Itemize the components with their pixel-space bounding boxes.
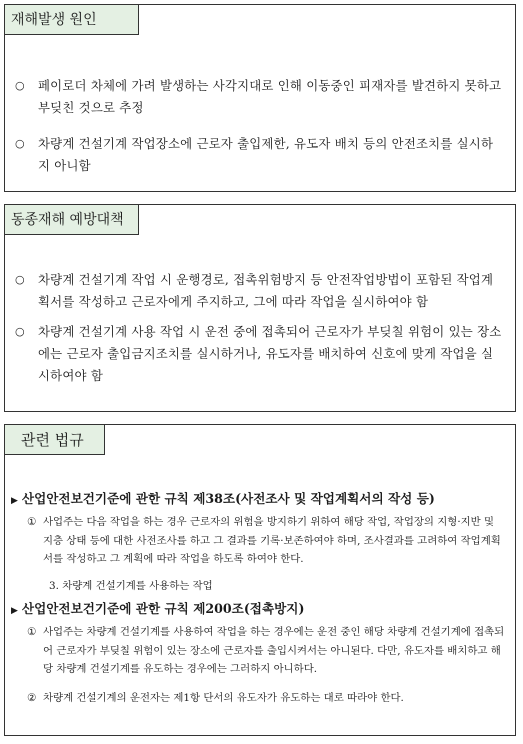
clause-number: ① [27, 626, 37, 638]
cause-section [4, 4, 516, 192]
clause-number: ① [27, 516, 37, 528]
law-38-clause-1-text: 사업주는 다음 작업을 하는 경우 근로자의 위험을 방지하기 위하여 해당 작업, 작업장의 지형·지반 및 지층 상태 등에 대한 사전조사를 하고 그 결과를 기록·보존하여야 하며, 조사결과를 고려하여 작업계획서를 작성하고 그 계획에 따라 작업을 하도록 하여야 한다. [43, 516, 501, 565]
prevention-item-2 [15, 321, 505, 387]
prevention-item-2-text: 차량계 건설기계 사용 작업 시 운전 중에 접촉되어 근로자가 부딪칠 위험이 있는 장소에는 근로자 출입금지조치를 실시하거나, 유도자를 배치하여 신호에 맞게 작업을 실시하여야 함 [38, 324, 502, 383]
cause-item-2 [15, 133, 505, 177]
law-38-heading-text: 산업안전보건기준에 관한 규칙 제38조(사전조사 및 작업계획서의 작성 등) [21, 491, 435, 506]
law-200-clause-2-text: 차량계 건설기계의 운전자는 제1항 단서의 유도자가 유도하는 대로 따라야 한다. [43, 692, 404, 704]
cause-item-1-text: 페이로더 차체에 가려 발생하는 사각지대로 인해 이동중인 피재자를 발견하지 못하고 부딪친 것으로 추정 [38, 78, 502, 115]
law-38-heading [11, 489, 509, 511]
circle-bullet-icon: ○ [15, 273, 25, 286]
law-200-heading [11, 599, 509, 621]
circle-bullet-icon: ○ [15, 137, 25, 150]
cause-section-title: 재해발생 원인 [5, 5, 139, 35]
triangle-bullet-icon: ▶ [11, 606, 18, 616]
law-38-sub-item-3: 3. 차량계 건설기계를 사용하는 작업 [49, 580, 213, 592]
laws-section [4, 424, 516, 736]
cause-item-1 [15, 75, 505, 119]
clause-number: ② [27, 692, 37, 704]
circle-bullet-icon: ○ [15, 79, 25, 92]
cause-item-2-text: 차량계 건설기계 작업장소에 근로자 출입제한, 유도자 배치 등의 안전조치를 실시하지 아니함 [38, 136, 494, 173]
prevention-section [4, 204, 516, 412]
circle-bullet-icon: ○ [15, 325, 25, 338]
law-200-clause-1-text: 사업주는 차량계 건설기계를 사용하여 작업을 하는 경우에는 운전 중인 해당 차량계 건설기계에 접촉되어 근로자가 부딪칠 위험이 있는 장소에 근로자를 출입시켜서는 아니된다. 다만, 유도자를 배치하고 해당 차량계 건설기계를 유도하는 경우에는 그러하지 아니하다. [43, 626, 505, 675]
prevention-item-1 [15, 269, 505, 313]
law-200-clause-1 [27, 623, 507, 679]
laws-section-title: 관련 법규 [5, 425, 105, 455]
prevention-item-1-text: 차량계 건설기계 작업 시 운행경로, 접촉위험방지 등 안전작업방법이 포함된 작업계획서를 작성하고 근로자에게 주지하고, 그에 따라 작업을 실시하여야 함 [38, 272, 494, 309]
prevention-section-title: 동종재해 예방대책 [5, 205, 139, 235]
law-38-clause-1 [27, 513, 507, 569]
triangle-bullet-icon: ▶ [11, 496, 18, 506]
law-200-clause-2 [27, 689, 507, 708]
law-200-heading-text: 산업안전보건기준에 관한 규칙 제200조(접촉방지) [21, 601, 305, 616]
